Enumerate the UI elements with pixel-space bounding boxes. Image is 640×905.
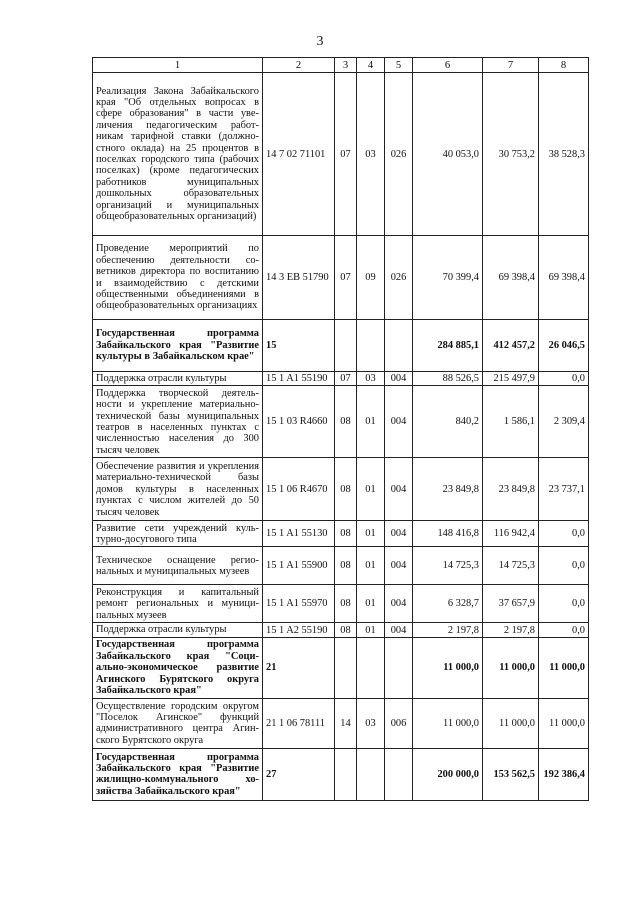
column-header-2: 2 <box>263 58 335 73</box>
table-row <box>93 698 589 748</box>
program-code-cell: 15 1 A1 55970 <box>263 585 335 623</box>
section-cell <box>335 320 357 372</box>
section-cell: 08 <box>335 585 357 623</box>
subsection-cell: 03 <box>357 73 385 236</box>
row-name-cell: Осуществление городским округом "Поселок Агинское" функций административного центра Агинского Бурятского округа <box>93 698 263 748</box>
amount-year2-cell: 11 000,0 <box>483 698 539 748</box>
program-code-cell: 27 <box>263 748 335 800</box>
table-body <box>93 73 589 801</box>
amount-year3-cell: 23 737,1 <box>539 458 589 521</box>
amount-year1-cell: 284 885,1 <box>413 320 483 372</box>
amount-year3-cell: 69 398,4 <box>539 236 589 320</box>
row-name-cell: Государственная программа Забайкальского края "Развитие культуры в Забайкальском крае" <box>93 320 263 372</box>
table-row <box>93 236 589 320</box>
section-cell: 08 <box>335 521 357 547</box>
expense-type-cell: 004 <box>385 458 413 521</box>
table-row <box>93 521 589 547</box>
section-cell: 14 <box>335 698 357 748</box>
program-code-cell: 15 1 A1 55190 <box>263 372 335 386</box>
column-header-3: 3 <box>335 58 357 73</box>
expense-type-cell: 004 <box>385 547 413 585</box>
amount-year2-cell: 14 725,3 <box>483 547 539 585</box>
program-code-cell: 14 7 02 71101 <box>263 73 335 236</box>
column-header-6: 6 <box>413 58 483 73</box>
amount-year1-cell: 840,2 <box>413 386 483 458</box>
table-row <box>93 372 589 386</box>
expense-type-cell: 004 <box>385 372 413 386</box>
row-name-cell: Техническое оснащение региональных и муниципальных музеев <box>93 547 263 585</box>
subsection-cell <box>357 320 385 372</box>
budget-table <box>92 57 589 801</box>
amount-year2-cell: 23 849,8 <box>483 458 539 521</box>
section-cell: 08 <box>335 547 357 585</box>
table-row <box>93 458 589 521</box>
amount-year2-cell: 153 562,5 <box>483 748 539 800</box>
subsection-cell: 01 <box>357 386 385 458</box>
amount-year3-cell: 0,0 <box>539 372 589 386</box>
program-code-cell: 21 1 06 78111 <box>263 698 335 748</box>
amount-year3-cell: 26 046,5 <box>539 320 589 372</box>
subsection-cell <box>357 748 385 800</box>
row-name-cell: Государственная программа Забайкальского края "Социально-экономическое развитие Агинского Бурятского округа Забайкальского края" <box>93 637 263 698</box>
amount-year1-cell: 11 000,0 <box>413 698 483 748</box>
amount-year2-cell: 412 457,2 <box>483 320 539 372</box>
expense-type-cell: 026 <box>385 236 413 320</box>
amount-year1-cell: 14 725,3 <box>413 547 483 585</box>
amount-year1-cell: 200 000,0 <box>413 748 483 800</box>
table-row <box>93 623 589 637</box>
section-cell: 08 <box>335 623 357 637</box>
table-row <box>93 547 589 585</box>
expense-type-cell: 026 <box>385 73 413 236</box>
table-row <box>93 73 589 236</box>
column-header-5: 5 <box>385 58 413 73</box>
row-name-cell: Государственная программа Забайкальского края "Развитие жилищно-коммунального хозяйства Забайкальского края" <box>93 748 263 800</box>
program-code-cell: 15 <box>263 320 335 372</box>
program-code-cell: 15 1 A1 55900 <box>263 547 335 585</box>
row-name-cell: Реконструкция и капитальный ремонт региональных и муниципальных музеев <box>93 585 263 623</box>
amount-year2-cell: 37 657,9 <box>483 585 539 623</box>
subsection-cell: 01 <box>357 623 385 637</box>
column-header-7: 7 <box>483 58 539 73</box>
subsection-cell <box>357 637 385 698</box>
amount-year2-cell: 116 942,4 <box>483 521 539 547</box>
amount-year1-cell: 88 526,5 <box>413 372 483 386</box>
amount-year2-cell: 2 197,8 <box>483 623 539 637</box>
amount-year2-cell: 30 753,2 <box>483 73 539 236</box>
section-cell: 07 <box>335 236 357 320</box>
amount-year3-cell: 0,0 <box>539 547 589 585</box>
section-cell: 08 <box>335 386 357 458</box>
amount-year2-cell: 11 000,0 <box>483 637 539 698</box>
amount-year3-cell: 2 309,4 <box>539 386 589 458</box>
table-row <box>93 637 589 698</box>
expense-type-cell <box>385 637 413 698</box>
section-cell: 08 <box>335 458 357 521</box>
expense-type-cell: 004 <box>385 585 413 623</box>
program-code-cell: 14 3 EB 51790 <box>263 236 335 320</box>
program-code-cell: 21 <box>263 637 335 698</box>
amount-year2-cell: 69 398,4 <box>483 236 539 320</box>
table-row <box>93 585 589 623</box>
amount-year1-cell: 70 399,4 <box>413 236 483 320</box>
row-name-cell: Поддержка творческой деятельности и укрепление материально-технической базы муниципальных театров в населенных пунктах с численностью населения до 300 тысяч человек <box>93 386 263 458</box>
subsection-cell: 03 <box>357 698 385 748</box>
amount-year2-cell: 215 497,9 <box>483 372 539 386</box>
table-row <box>93 320 589 372</box>
column-header-4: 4 <box>357 58 385 73</box>
header-row <box>93 58 589 73</box>
row-name-cell: Обеспечение развития и укрепления материально-технической базы домов культуры в населенных пунктах с числом жителей до 50 тысяч человек <box>93 458 263 521</box>
expense-type-cell: 004 <box>385 521 413 547</box>
column-header-1: 1 <box>93 58 263 73</box>
table-row <box>93 386 589 458</box>
expense-type-cell: 004 <box>385 623 413 637</box>
section-cell: 07 <box>335 372 357 386</box>
amount-year3-cell: 0,0 <box>539 585 589 623</box>
page-number: 3 <box>316 34 324 49</box>
row-name-cell: Поддержка отрасли культуры <box>93 372 263 386</box>
amount-year1-cell: 40 053,0 <box>413 73 483 236</box>
row-name-cell: Проведение мероприятий по обеспечению деятельности советников директора по воспитанию и взаимодействию с детскими общественными объединениями в общеобразовательных организациях <box>93 236 263 320</box>
column-header-8: 8 <box>539 58 589 73</box>
subsection-cell: 09 <box>357 236 385 320</box>
amount-year1-cell: 2 197,8 <box>413 623 483 637</box>
amount-year1-cell: 23 849,8 <box>413 458 483 521</box>
amount-year1-cell: 6 328,7 <box>413 585 483 623</box>
program-code-cell: 15 1 06 R4670 <box>263 458 335 521</box>
amount-year2-cell: 1 586,1 <box>483 386 539 458</box>
expense-type-cell <box>385 748 413 800</box>
amount-year3-cell: 11 000,0 <box>539 637 589 698</box>
subsection-cell: 01 <box>357 521 385 547</box>
amount-year1-cell: 148 416,8 <box>413 521 483 547</box>
program-code-cell: 15 1 A1 55130 <box>263 521 335 547</box>
expense-type-cell: 004 <box>385 386 413 458</box>
section-cell <box>335 637 357 698</box>
subsection-cell: 01 <box>357 547 385 585</box>
row-name-cell: Поддержка отрасли культуры <box>93 623 263 637</box>
row-name-cell: Реализация Закона Забайкальского края "Об отдельных вопросах в сфере образования" в части увеличения педагогическим работникам тарифной ставки (должностного оклада) на 25 процентов в поселках городского типа (рабочих поселках) (кроме педагогических работников муниципальных дошкольных образовательных организаций и муниципальных общеобразовательных организаций) <box>93 73 263 236</box>
amount-year3-cell: 0,0 <box>539 521 589 547</box>
expense-type-cell: 006 <box>385 698 413 748</box>
program-code-cell: 15 1 A2 55190 <box>263 623 335 637</box>
amount-year3-cell: 192 386,4 <box>539 748 589 800</box>
program-code-cell: 15 1 03 R4660 <box>263 386 335 458</box>
section-cell <box>335 748 357 800</box>
row-name-cell: Развитие сети учреждений культурно-досугового типа <box>93 521 263 547</box>
subsection-cell: 01 <box>357 458 385 521</box>
subsection-cell: 01 <box>357 585 385 623</box>
amount-year3-cell: 11 000,0 <box>539 698 589 748</box>
expense-type-cell <box>385 320 413 372</box>
amount-year3-cell: 0,0 <box>539 623 589 637</box>
section-cell: 07 <box>335 73 357 236</box>
subsection-cell: 03 <box>357 372 385 386</box>
amount-year3-cell: 38 528,3 <box>539 73 589 236</box>
amount-year1-cell: 11 000,0 <box>413 637 483 698</box>
table-row <box>93 748 589 800</box>
